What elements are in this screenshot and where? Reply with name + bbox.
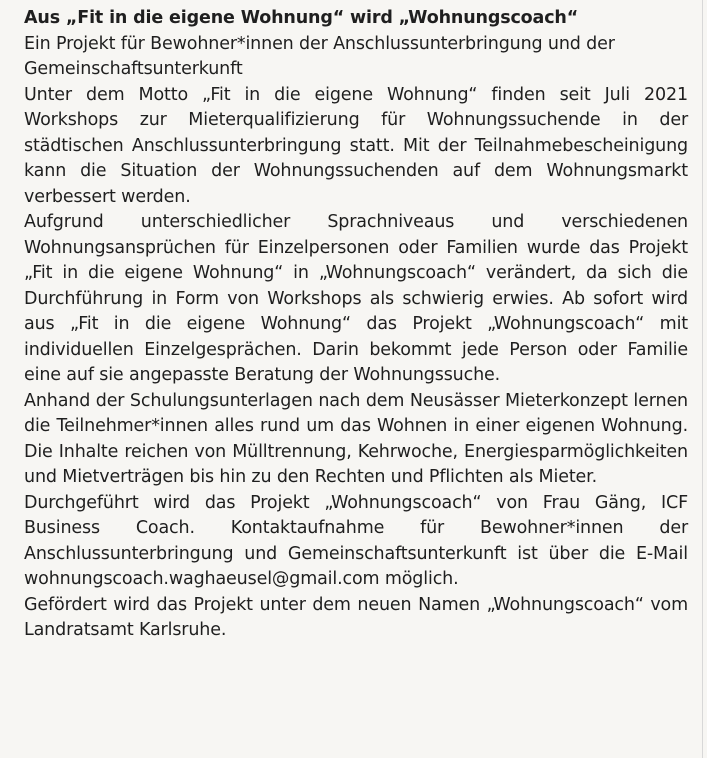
paragraph-change: Aufgrund unterschiedlicher Sprachniveaus und verschiedenen Wohnungsansprüchen für Einzelpersonen oder Familien wurde das Projekt „Fit in die eigene Wohnung“ in „Wohnungscoach“ verändert, da sich die Durchführung in Form von Workshops als schwierig erwies. Ab sofort wird aus „Fit in die eigene Wohnung“ das Projekt „Wohnungscoach“ mit individuellen Einzelgesprächen. Darin bekommt jede Person oder Familie eine auf sie angepasste Beratung der Wohnungssuche. bbox=[24, 212, 688, 385]
paragraph-content: Anhand der Schulungsunterlagen nach dem Neusässer Mieterkonzept lernen die Teilnehmer*innen alles rund um das Wohnen in einer eigenen Wohnung. Die Inhalte reichen von Mülltrennung, Kehrwoche, Energiesparmöglichkeiten und Mietverträgen bis hin zu den Rechten und Pflichten als Mieter. bbox=[24, 390, 688, 487]
paragraph-funding: Gefördert wird das Projekt unter dem neuen Namen „Wohnungscoach“ vom Landratsamt Karlsruhe. bbox=[24, 594, 688, 640]
article-headline: Aus „Fit in die eigene Wohnung“ wird „Wohnungscoach“ bbox=[24, 8, 579, 28]
page-edge-divider bbox=[702, 0, 703, 758]
paragraph-intro: Unter dem Motto „Fit in die eigene Wohnung“ finden seit Juli 2021 Workshops zur Mieterqualifizierung für Wohnungssuchende in der städtischen Anschlussunterbringung statt. Mit der Teilnahmebescheinigung kann die Situation der Wohnungssuchenden auf dem Wohnungsmarkt verbessert werden. bbox=[24, 84, 688, 207]
article bbox=[24, 6, 688, 644]
paragraph-contact: Durchgeführt wird das Projekt „Wohnungscoach“ von Frau Gäng, ICF Business Coach. Kontaktaufnahme für Bewohner*innen der Anschlussunterbringung und Gemeinschaftsunterkunft ist über die E-Mail wohnungscoach.waghaeusel@gmail.com möglich. bbox=[24, 492, 688, 589]
article-subheadline: Ein Projekt für Bewohner*innen der Anschlussunterbringung und der Gemeinschaftsunterkunft bbox=[24, 33, 615, 79]
